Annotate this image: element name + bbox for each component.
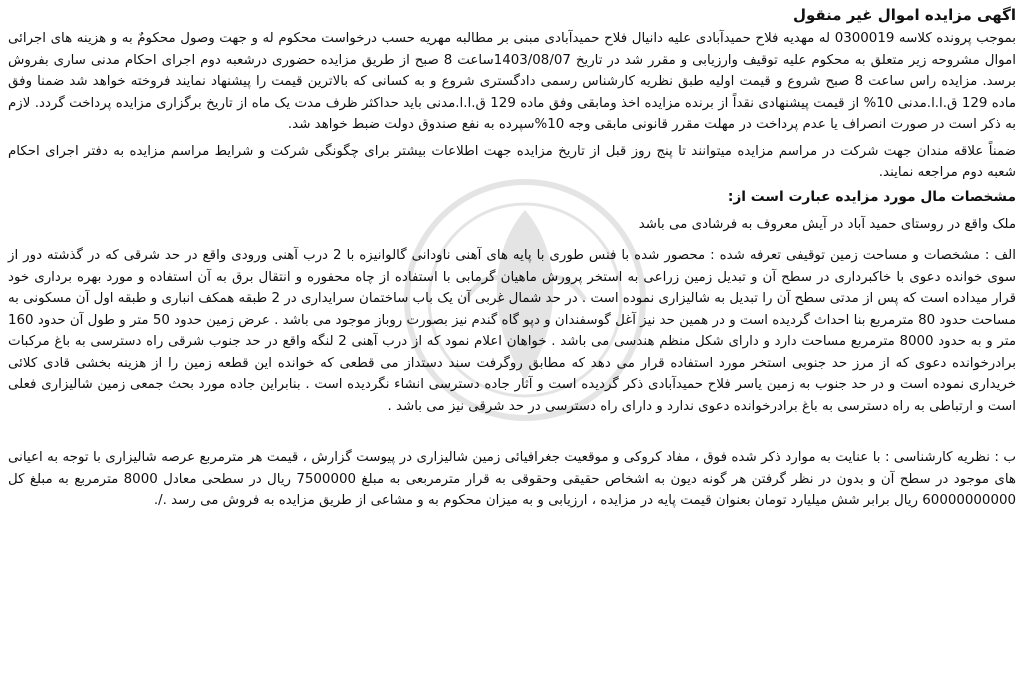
property-specs-heading: مشخصات مال مورد مزایده عبارت است از: xyxy=(727,188,1016,205)
paragraph-auction-terms: بموجب پرونده کلاسه 0300019 له مهدیه فلاح حمیدآبادی علیه دانیال فلاح حمیدآبادی مبنی بر مطالبه مهریه حسب درخواست محکوم له و جهت وصول محکومٌ به و هزینه های اجرائی اموال مشروحه زیر متعلق به محکوم علیه توقیف وارزیابی و مقرر شد در تاریخ 1403/08/07ساعت 8 صبح از طریق مزایده حضوری درشعبه دوم اجرای احکام مدنی ساری بفروش برسد. مزایده راس ساعت 8 صبح شروع و قیمت اولیه طبق نظریه کارشناس رسمی دادگستری شروع و به کسانی که بالاترین قیمت را پیشنهاد نمایند فروخته خواهد شد ضمنا وفق ماده 129 ق.ا.ا.مدنی 10% از قیمت پیشنهادی نقداً از برنده مزایده اخذ ومابقی وفق ماده 129 ق.ا.ا.مدنی باید حداکثر ظرف مدت یک ماه از تاریخ برگزاری مزایده پرداخت گردد. لازم به ذکر است در صورت انصراف یا عدم پرداخت در مهلت مقرر قانونی مابقی وجه 10%سپرده به نفع صندوق دولت ضبط خواهد شد. xyxy=(8,31,1016,132)
notice-title: اگهی مزایده اموال غیر منقول xyxy=(792,6,1016,24)
paragraph-participation-info: ضمناً علاقه مندان جهت شرکت در مراسم مزایده میتوانند تا پنج روز قبل از تاریخ مزایده جهت اطلاعات بیشتر برای چگونگی شرکت و شرایط مراسم مزایده به دفتر اجرای احکام شعبه دوم مراجعه نمایند. xyxy=(8,143,1016,180)
paragraph-expert-opinion: ب : نظریه کارشناسی : با عنایت به موارد ذکر شده فوق ، مفاد کروکی و موقعیت جغرافیائی زمین شالیزاری در پیوست گزارش ، قیمت هر مترمربع عرصه شالیزاری با توجه به اعیانی های موجود در سطح آن و بدون در نظر گرفتن هر گونه دیون به اشخاص حقیقی وحقوقی به قرار مترمربعی به مبلغ 7500000 ریال در سطحی معادل 8000 مترمربع به مبلغ کل 60000000000 ریال برابر شش میلیارد تومان بعنوان قیمت پایه در مزایده ، ارزیابی و به میزان محکوم به و مشاعی از طریق مزایده به فروش می رسد ./. xyxy=(8,450,1016,508)
paragraph-land-description: الف : مشخصات و مساحت زمین توقیفی تعرفه شده : محصور شده با فنس طوری با پایه های آهنی ناودانی گالوانیزه با 2 درب آهنی ورودی واقع در حد شرقی که در گذشته دور از سوی خوانده دعوی با خاکبرداری در سطح آن و تبدیل زمین زراعی به استخر پرورش ماهیان گرمابی با استفاده از چاه محفوره و انتقال برق به آن استفاده و مورد بهره برداری خود قرار میداده است که پس از مدتی سطح آن را تبدیل به شالیزاری نموده است . در حد شمال غربی آن یک باب ساختمان سرایداری در 2 طبقه همکف انباری و طبقه اول آن مسکونی به مساحت حدود 80 مترمربع بنا احداث گردیده است و در همین حد نیز آغل گوسفندان و دپو گاه گندم نیز بصورت روباز موجود می باشد . عرض زمین حدود 50 متر و طول آن حدود 160 متر و به حدود 8000 مترمربع مساحت دارد و دارای شکل منظم هندسی می باشد . خواهان اعلام نمود که از درب آهنی 2 لنگه واقع در حد جنوب شرقی راه دسترسی به باغ مرکبات برادرخوانده دعوی که از مرز حد جنوبی استخر مورد استفاده قرار می دهد که مطابق روگرفت سند دستداز می قطعی که خوانده این قطعه زمین را از هزینه بخشی قادی کلائی خریداری نموده است و در حد جنوب به زمین یاسر فلاح حمیدآبادی ذکر گردیده است و آثار جاده دسترسی انشاء نگردیده است . بنابراین جاده مورد بحث جمعی زمین شالیزاری فعلی است و ارتباطی به راه دسترسی به باغ برادرخوانده دعوی ندارد و دارای راه دسترسی در حد شرقی نیز می باشد . xyxy=(8,248,1017,414)
paragraph-property-location: ملک واقع در روستای حمید آباد در آیش معروف به فرشادی می باشد xyxy=(638,216,1016,232)
